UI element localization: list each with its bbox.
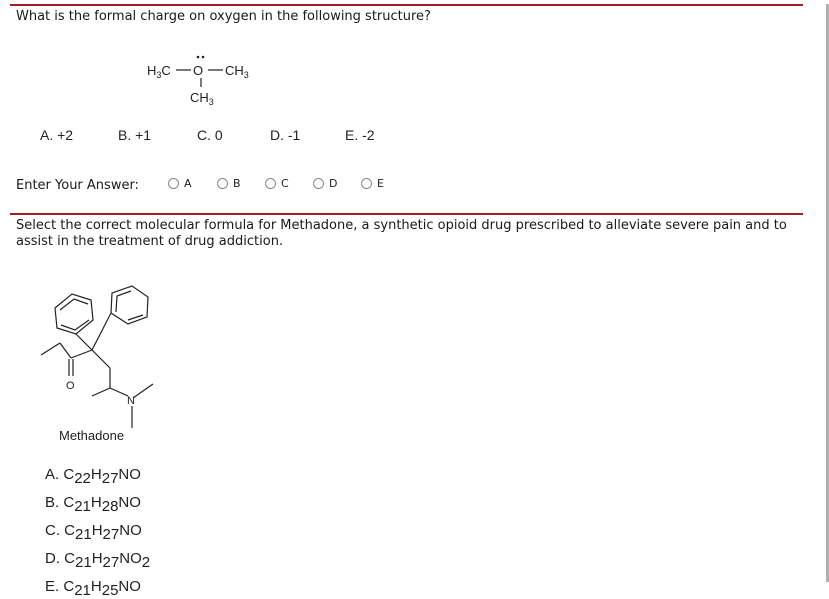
- q2-choice-b: B. C21H28NO: [45, 494, 141, 515]
- q2-choice-e: E. C21H25NO: [45, 578, 141, 599]
- q1-choice-c: C. 0: [197, 127, 223, 143]
- top-divider: [10, 4, 803, 6]
- q1-choice-b: B. +1: [118, 127, 152, 143]
- radio-e[interactable]: [361, 178, 372, 189]
- question2-divider: [10, 213, 803, 215]
- question2-text-line1: Select the correct molecular formula for Methadone, a synthetic opioid drug prescribed to alleviate severe pain and to: [16, 218, 787, 233]
- q2-choice-a: A. C22H27NO: [45, 466, 141, 487]
- ketone-oxygen: O: [66, 380, 75, 392]
- methadone-caption: Methadone: [59, 428, 125, 443]
- answer-option-c[interactable]: C: [265, 177, 289, 190]
- dimethyl-ether-structure: [140, 48, 270, 110]
- question1-text: What is the formal charge on oxygen in the following structure?: [16, 9, 431, 24]
- answer-label: Enter Your Answer:: [16, 178, 139, 193]
- answer-option-b[interactable]: B: [217, 177, 241, 190]
- bottom-group: $CH_3$: [190, 90, 214, 107]
- q2-choice-c: C. C21H27NO: [45, 522, 142, 543]
- radio-b[interactable]: [217, 178, 228, 189]
- answer-option-d[interactable]: D: [313, 177, 337, 190]
- question2-text-line2: assist in the treatment of drug addiction.: [16, 234, 284, 249]
- radio-c[interactable]: [265, 178, 276, 189]
- methadone-structure: [20, 278, 170, 428]
- radio-d[interactable]: [313, 178, 324, 189]
- right-group: $CH_3$: [225, 63, 249, 80]
- q1-choice-e: E. -2: [345, 127, 375, 143]
- oxygen-atom: O: [193, 63, 204, 78]
- q1-choice-d: D. -1: [270, 127, 301, 143]
- amine-nitrogen: N: [127, 395, 135, 407]
- left-group: $H_3C$: [147, 63, 171, 80]
- answer-option-a[interactable]: A: [168, 177, 192, 190]
- radio-a[interactable]: [168, 178, 179, 189]
- answer-option-e[interactable]: E: [361, 177, 384, 190]
- q2-choice-d: D. C21H27NO2: [45, 550, 151, 571]
- q1-choice-a: A. +2: [40, 127, 74, 143]
